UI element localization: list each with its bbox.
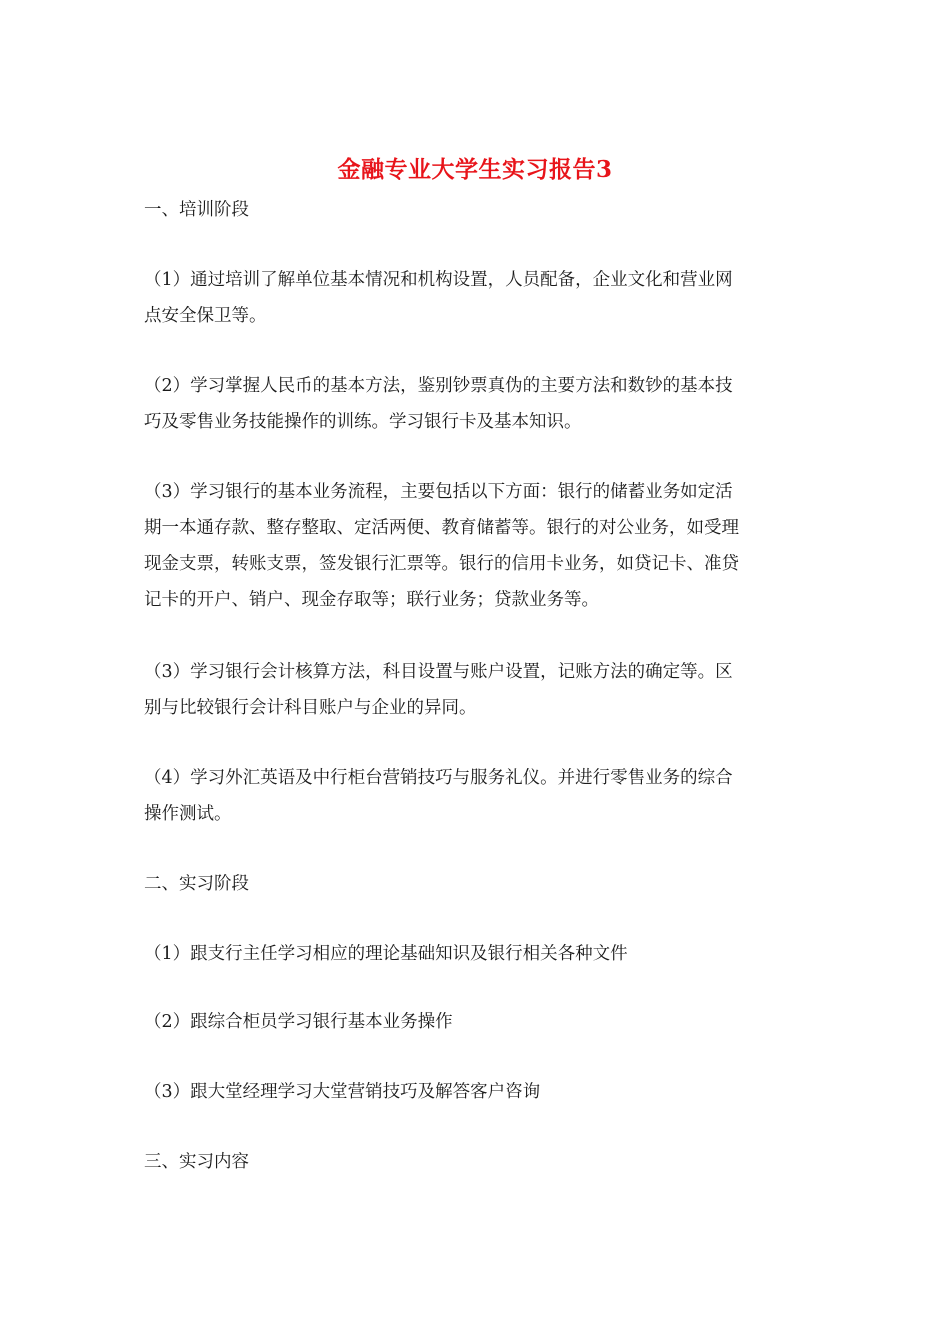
paragraph-line: （4）学习外汇英语及中行柜台营销技巧与服务礼仪。并进行零售业务的综合 — [144, 768, 733, 788]
paragraph-line: （3）学习银行会计核算方法，科目设置与账户设置，记账方法的确定等。区 — [144, 662, 733, 682]
list-item: （1）跟支行主任学习相应的理论基础知识及银行相关各种文件 — [144, 944, 628, 964]
paragraph-line: （1）通过培训了解单位基本情况和机构设置，人员配备，企业文化和营业网 — [144, 270, 733, 290]
paragraph-line: 期一本通存款、整存整取、定活两便、教育储蓄等。银行的对公业务，如受理 — [144, 518, 739, 538]
section-heading-internship: 二、实习阶段 — [144, 874, 249, 894]
paragraph-line: 记卡的开户、销户、现金存取等；联行业务；贷款业务等。 — [144, 590, 599, 610]
paragraph-line: （2）学习掌握人民币的基本方法，鉴别钞票真伪的主要方法和数钞的基本技 — [144, 376, 733, 396]
list-item: （3）跟大堂经理学习大堂营销技巧及解答客户咨询 — [144, 1082, 541, 1102]
paragraph-line: （3）学习银行的基本业务流程，主要包括以下方面：银行的储蓄业务如定活 — [144, 482, 733, 502]
paragraph-line: 现金支票，转账支票，签发银行汇票等。银行的信用卡业务，如贷记卡、准贷 — [144, 554, 739, 574]
paragraph-line: 巧及零售业务技能操作的训练。学习银行卡及基本知识。 — [144, 412, 582, 432]
section-heading-content: 三、实习内容 — [144, 1152, 249, 1172]
paragraph-line: 点安全保卫等。 — [144, 306, 267, 326]
list-item: （2）跟综合柜员学习银行基本业务操作 — [144, 1012, 453, 1032]
section-heading-training: 一、培训阶段 — [144, 200, 249, 220]
document-title: 金融专业大学生实习报告3 — [337, 156, 613, 183]
paragraph-line: 操作测试。 — [144, 804, 232, 824]
paragraph-line: 别与比较银行会计科目账户与企业的异同。 — [144, 698, 477, 718]
